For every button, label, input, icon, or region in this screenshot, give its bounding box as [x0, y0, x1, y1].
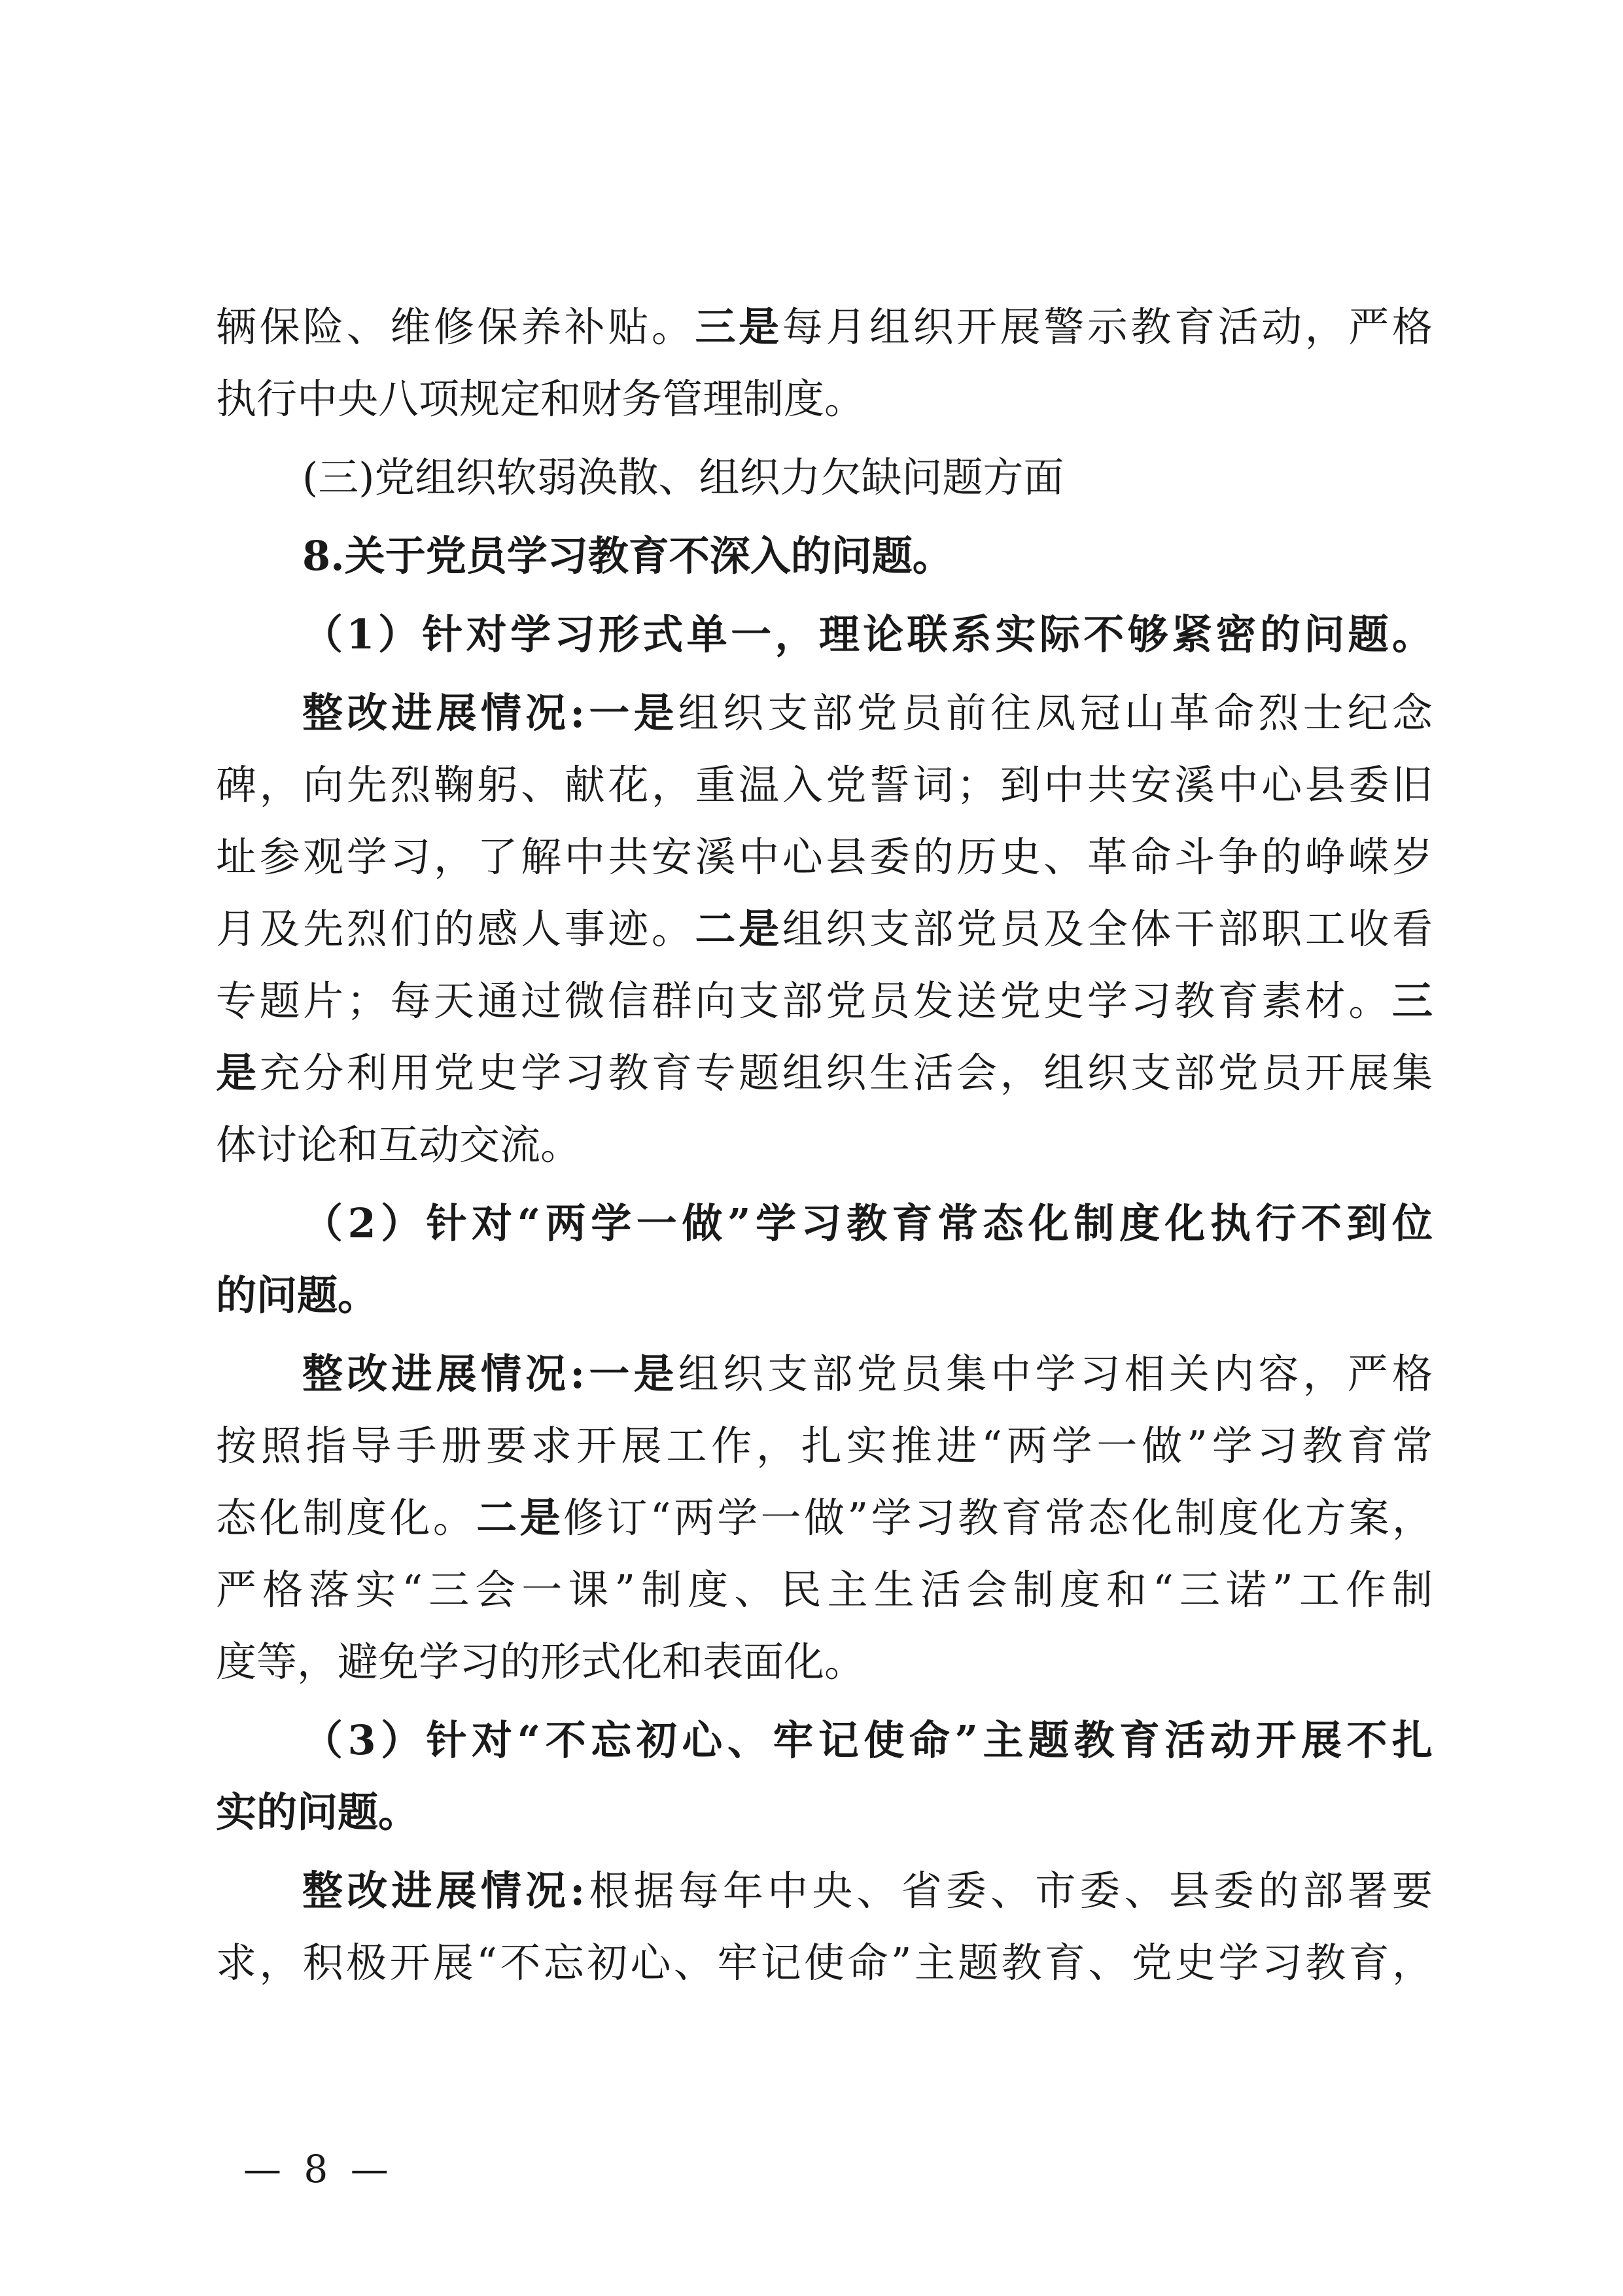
- paragraph-line: 体讨论和互动交流。: [216, 1121, 582, 1169]
- item-heading: 8.关于党员学习教育不深入的问题。: [302, 532, 953, 580]
- paragraph-line: 执行中央八项规定和财务管理制度。: [216, 375, 865, 423]
- page-number: — 8 —: [243, 2147, 394, 2191]
- paragraph-line: 整改进展情况:一是组织支部党员前往凤冠山革命烈士纪念: [302, 689, 1433, 737]
- sub-item-heading: 实的问题。: [216, 1788, 419, 1836]
- paragraph-line: 月及先烈们的感人事迹。二是组织支部党员及全体干部职工收看: [216, 905, 1433, 953]
- paragraph-line: 按照指导手册要求开展工作，扎实推进“两学一做”学习教育常: [216, 1422, 1433, 1470]
- paragraph-line: 碑，向先烈鞠躬、献花，重温入党誓词；到中共安溪中心县委旧: [216, 761, 1433, 809]
- paragraph-line: 严格落实“三会一课”制度、民主生活会制度和“三诺”工作制: [216, 1566, 1433, 1614]
- sub-item-heading: 的问题。: [216, 1271, 379, 1319]
- paragraph-line: 专题片；每天通过微信群向支部党员发送党史学习教育素材。三: [216, 977, 1433, 1025]
- paragraph-line: 辆保险、维修保养补贴。三是每月组织开展警示教育活动，严格: [216, 303, 1433, 351]
- paragraph-line: 求，积极开展“不忘初心、牢记使命”主题教育、党史学习教育，: [216, 1939, 1433, 1987]
- sub-item-heading: （1）针对学习形式单一，理论联系实际不够紧密的问题。: [302, 610, 1433, 658]
- paragraph-line: 整改进展情况:根据每年中央、省委、市委、县委的部署要: [302, 1867, 1433, 1915]
- paragraph-line: 度等，避免学习的形式化和表面化。: [216, 1638, 865, 1686]
- sub-item-heading: （3）针对“不忘初心、牢记使命”主题教育活动开展不扎: [302, 1716, 1433, 1764]
- paragraph-line: 态化制度化。二是修订“两学一做”学习教育常态化制度化方案，: [216, 1494, 1433, 1542]
- section-heading: (三)党组织软弱涣散、组织力欠缺问题方面: [302, 453, 1064, 501]
- paragraph-line: 址参观学习，了解中共安溪中心县委的历史、革命斗争的峥嵘岁: [216, 833, 1433, 881]
- paragraph-line: 整改进展情况:一是组织支部党员集中学习相关内容，严格: [302, 1350, 1433, 1398]
- paragraph-line: 是充分利用党史学习教育专题组织生活会，组织支部党员开展集: [216, 1049, 1433, 1097]
- sub-item-heading: （2）针对“两学一做”学习教育常态化制度化执行不到位: [302, 1199, 1433, 1247]
